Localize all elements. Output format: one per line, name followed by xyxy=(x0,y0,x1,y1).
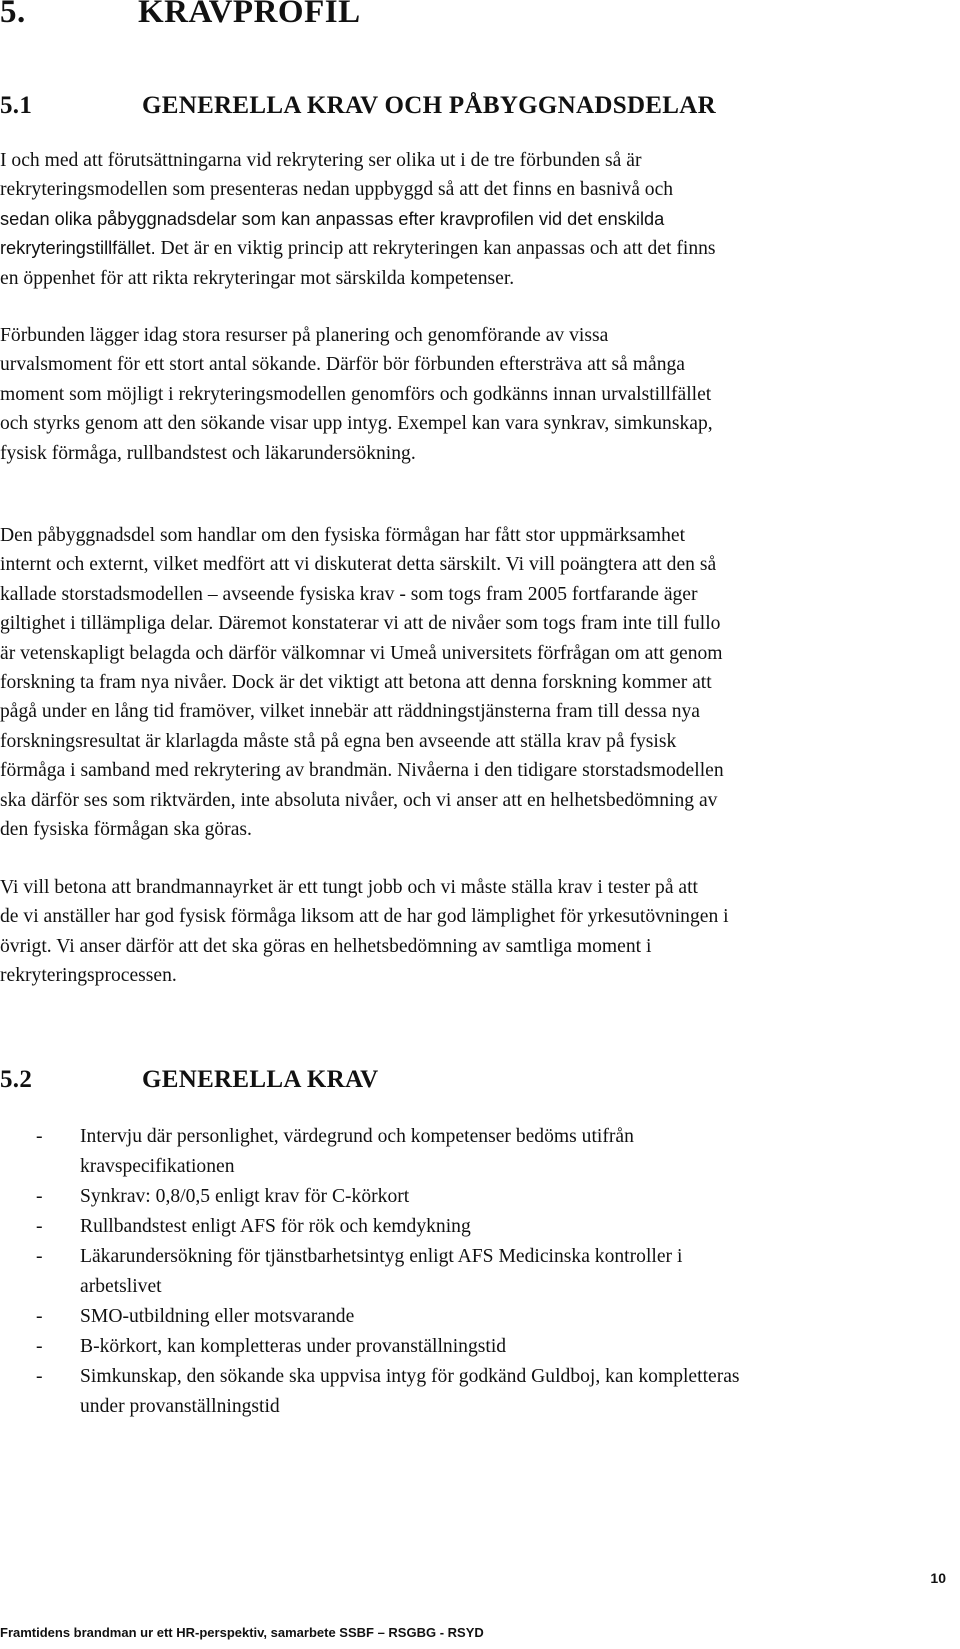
list-bullet: - xyxy=(36,1336,43,1357)
paragraph-line: fysisk förmåga, rullbandstest och läkarundersökning. xyxy=(0,442,416,464)
paragraph-line: rekryteringsprocessen. xyxy=(0,965,177,987)
chapter-number: 5. xyxy=(0,0,26,30)
paragraph-physical-ability xyxy=(0,521,945,844)
list-bullet: - xyxy=(36,1306,43,1327)
paragraph-line: Vi vill betona att brandmannayrket är ett tungt jobb och vi måste ställa krav i tester på att xyxy=(0,877,698,898)
section-number: 5.2 xyxy=(0,1066,33,1093)
paragraph-line: sedan olika påbyggnadsdelar som kan anpassas efter kravprofilen vid det enskilda xyxy=(0,208,665,229)
paragraph-line: Förbunden lägger idag stora resurser på planering och genomförande av vissa xyxy=(0,325,609,346)
list-item: - B-körkort, kan kompletteras under provanställningstid xyxy=(0,1332,945,1362)
paragraph-line: forskning ta fram nya nivåer. Dock är det viktigt att betona att denna forskning kommer att xyxy=(0,672,712,694)
list-item: - Rullbandstest enligt AFS för rök och kemdykning xyxy=(0,1212,945,1242)
list-item: - Synkrav: 0,8/0,5 enligt krav för C-körkort xyxy=(0,1182,945,1212)
paragraph-line: övrigt. Vi anser därför att det ska göras en helhetsbedömning av samtliga moment i xyxy=(0,935,652,957)
section-heading-5-2 xyxy=(0,1066,378,1094)
section-title: GENERELLA KRAV OCH PÅBYGGNADSDELAR xyxy=(142,92,716,119)
paragraph-line: rekryteringstillfället. Det är en viktig princip att rekryteringen kan anpassas och att det finns xyxy=(0,238,716,260)
page-number: 10 xyxy=(930,1570,946,1586)
paragraph-selection-steps xyxy=(0,321,945,468)
paragraph-line: kallade storstadsmodellen – avseende fysiska krav - som togs fram 2005 fortfarande äger xyxy=(0,583,698,605)
list-item: - Läkarundersökning för tjänstbarhetsintyg enligt AFS Medicinska kontroller i arbetslivet xyxy=(0,1242,945,1302)
paragraph-line: och styrks genom att den sökande visar upp intyg. Exempel kan vara synkrav, simkunskap, xyxy=(0,413,713,435)
list-item: - SMO-utbildning eller motsvarande xyxy=(0,1302,945,1332)
paragraph-line: rekryteringsmodellen som presenteras nedan uppbyggd så att det finns en basnivå och xyxy=(0,179,674,201)
list-item: - Intervju där personlighet, värdegrund och kompetenser bedöms utifrån kravspecifikationen xyxy=(0,1122,945,1182)
chapter-heading xyxy=(0,0,361,31)
list-bullet: - xyxy=(36,1126,43,1147)
paragraph-line: ska därför ses som riktvärden, inte absoluta nivåer, och vi anser att en helhetsbedömning av xyxy=(0,789,718,811)
list-bullet: - xyxy=(36,1186,43,1207)
list-item: - Simkunskap, den sökande ska uppvisa intyg för godkänd Guldboj, kan kompletteras under provanställningstid xyxy=(0,1362,945,1422)
paragraph-line: de vi anställer har god fysisk förmåga liksom att de har god lämplighet för yrkesutövningen i xyxy=(0,906,729,928)
paragraph-line: en öppenhet för att rikta rekryteringar mot särskilda kompetenser. xyxy=(0,267,515,289)
list-bullet: - xyxy=(36,1246,43,1267)
paragraph-line: internt och externt, vilket medfört att vi diskuterat detta särskilt. Vi vill poängtera att den så xyxy=(0,554,717,576)
paragraph-line: förmåga i samband med rekrytering av brandmän. Nivåerna i den tidigare storstadsmodellen xyxy=(0,760,724,782)
paragraph-line: giltighet i tillämpliga delar. Däremot konstaterar vi att de nivåer som togs fram inte till fullo xyxy=(0,613,721,635)
paragraph-line: I och med att förutsättningarna vid rekrytering ser olika ut i de tre förbunden så är xyxy=(0,150,642,171)
chapter-title: KRAVPROFIL xyxy=(138,0,361,30)
paragraph-line: forskningsresultat är klarlagda måste stå på egna ben avseende att ställa krav på fysisk xyxy=(0,730,677,752)
page-footer: Framtidens brandman ur ett HR-perspektiv, samarbete SSBF – RSGBG - RSYD xyxy=(0,1625,484,1640)
paragraph-line: moment som möjligt i rekryteringsmodellen genomförs och godkänns innan urvalstillfället xyxy=(0,383,712,405)
paragraph-basis-model xyxy=(0,146,945,293)
paragraph-line: urvalsmoment för ett stort antal sökande. Därför bör förbunden eftersträva att så många xyxy=(0,354,685,376)
section-number: 5.1 xyxy=(0,92,33,119)
section-title: GENERELLA KRAV xyxy=(142,1066,379,1093)
section-heading-5-1 xyxy=(0,92,716,120)
paragraph-line: Den påbyggnadsdel som handlar om den fysiska förmågan har fått stor uppmärksamhet xyxy=(0,525,686,546)
paragraph-line: pågå under en lång tid framöver, vilket innebär att räddningstjänsterna fram till dessa nya xyxy=(0,701,700,723)
requirements-list xyxy=(0,1122,945,1422)
list-bullet: - xyxy=(36,1216,43,1237)
list-bullet: - xyxy=(36,1366,43,1387)
paragraph-line: är vetenskapligt belagda och därför välkomnar vi Umeå universitets förfrågan om att genom xyxy=(0,642,723,664)
paragraph-line: den fysiska förmågan ska göras. xyxy=(0,819,252,841)
paragraph-overall-assessment xyxy=(0,873,945,991)
